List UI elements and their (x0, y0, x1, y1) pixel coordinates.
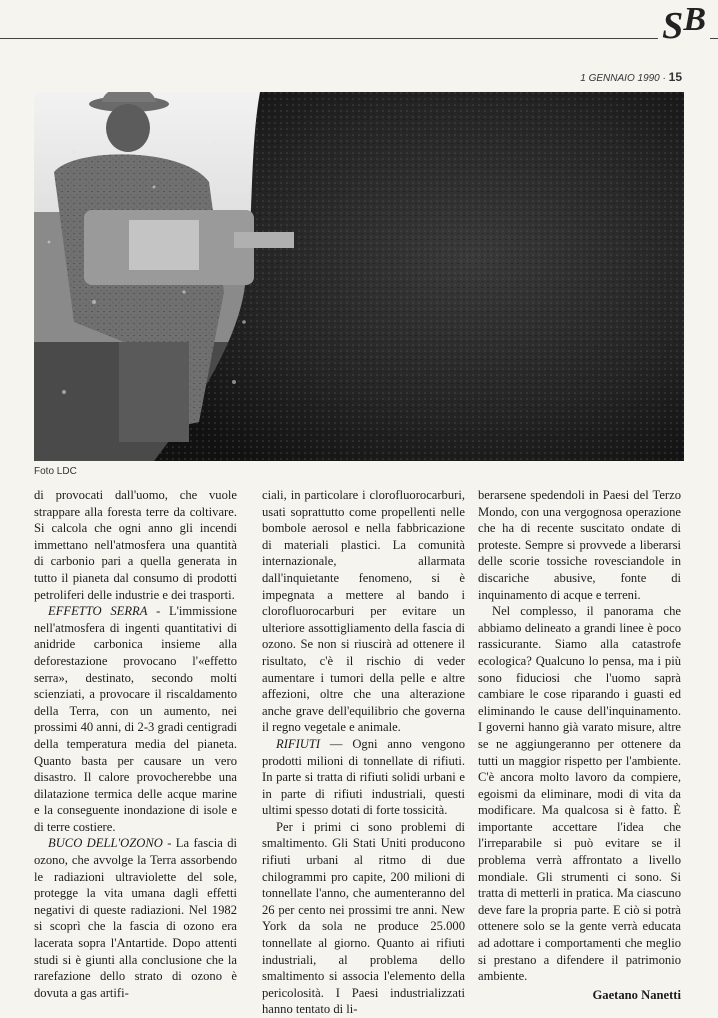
dateline (580, 70, 682, 84)
article-column-1 (34, 487, 237, 1001)
article-column-2 (262, 487, 465, 1018)
page-number: 15 (668, 70, 682, 84)
lumberjack-photo (34, 92, 684, 461)
article-column-3 (478, 487, 681, 1003)
paragraph: di provocati dall'uomo, che vuole strappare alla foresta terre da coltivare. Si calcola che ogni anno gli incendi immettano nell'atmosfera una quantità di carbonio pari a quella generata in tutto il pianeta dal consumo di prodotti petroliferi delle industrie e dei trasporti. (34, 488, 237, 602)
author-signature: Gaetano Nanetti (592, 987, 681, 1002)
paragraph: berarsene spedendoli in Paesi del Terzo Mondo, con una vergognosa operazione che ha di recente suscitato ondate di proteste. Sempre si provvede a liberarsi delle scorie tossiche rovesciandole in discariche abusive, fonte di inquinamento di acque e terreni. (478, 488, 681, 602)
issue-date: 1 GENNAIO 1990 · (580, 73, 669, 84)
section-heading: BUCO DELL'OZONO (48, 836, 163, 851)
magazine-logo: SB (658, 6, 710, 46)
section-heading: RIFIUTI (276, 736, 321, 751)
paragraph: RIFIUTI — Ogni anno vengono prodotti milioni di tonnellate di rifiuti. In parte si tratta di rifiuti solidi urbani e in parte di rifiuti industriali, questi ultimi spesso dotati di forte tossicità. (262, 736, 465, 818)
paragraph: Nel complesso, il panorama che abbiamo delineato a grandi linee è poco rassicurante. Siamo alla catastrofe ecologica? Qualcuno lo pensa, ma i più sono fiduciosi che l'uomo saprà cambiare le cose riparando i guasti ed eliminando le cause dell'inquinamento. I governi hanno già varato misure, altre se ne aggiungeranno per ottenere da tutti un maggior rispetto per l'ambiente. C'è ancora molto lavoro da compiere, egoismi da eliminare, modi di vita da modificare. Ma qualcosa si è fatto. È importante accettare l'idea che l'irreparabile si può evitare se il problema verrà affrontato a livello mondiale. Gli strumenti ci sono. Si tratta di metterli in pratica. Ma ciascuno deve fare la propria parte. E ciò si potrà ottenere solo se la gente verrà educata ad adottare i comportamenti che meglio si prestano a difendere il patrimonio ambiente. (478, 604, 681, 984)
header-rule (0, 38, 718, 39)
paragraph: EFFETTO SERRA - L'immissione nell'atmosfera di ingenti quantitativi di anidride carbonica insieme alla deforestazione provocano l'«effetto serra», destinato, secondo molti scienziati, a provocare il riscaldamento della Terra, con un aumento, nei prossimi 40 anni, di 2-3 gradi centigradi della temperatura media del pianeta. Quanto basta per causare un vero disastro. Il calore provocherebbe una dilatazione termica delle acque marine e la conseguente inondazione di isole e di terre costiere. (34, 604, 237, 834)
photo-caption: Foto LDC (34, 466, 77, 477)
paragraph: Per i primi ci sono problemi di smaltimento. Gli Stati Uniti producono rifiuti urbani al ritmo di due chilogrammi pro capite, 200 milioni di tonnellate l'anno, che aumenteranno del 26 per cento nei prossimi tre anni. New York da sola ne produce 25.000 tonnellate al giorno. Quanto ai rifiuti industriali, al problema dello smaltimento si associa l'elemento della pericolosità. I Paesi industrializzati hanno tentato di li- (262, 819, 465, 1017)
paragraph: ciali, in particolare i clorofluorocarburi, usati soprattutto come propellenti nelle bombole aerosol e nella fabbricazione di materiali plastici. La comunità internazionale, allarmata dall'inquietante fenomeno, si è impegnata a mettere al bando i clorofluorocarburi per evitare un ulteriore assottigliamento della fascia di ozono. Se non si riuscirà ad ottenere il risultato, c'è il rischio di veder aumentare i tumori della pelle e altre affezioni, oltre che una alterazione anche grave dell'equilibrio che governa il regno vegetale e animale. (262, 488, 465, 735)
section-heading: EFFETTO SERRA (48, 604, 148, 619)
paragraph: BUCO DELL'OZONO - La fascia di ozono, che avvolge la Terra assorbendo le radiazioni ultraviolette del sole, protegge la vita umana dagli effetti negativi di queste radiazioni. Nel 1982 si scoprì che la fascia di ozono era lacerata sopra l'Antartide. Dopo attenti studi si è giunti alla conclusione che la rarefazione dello strato di ozono è dovuta a gas artifi- (34, 836, 237, 1000)
